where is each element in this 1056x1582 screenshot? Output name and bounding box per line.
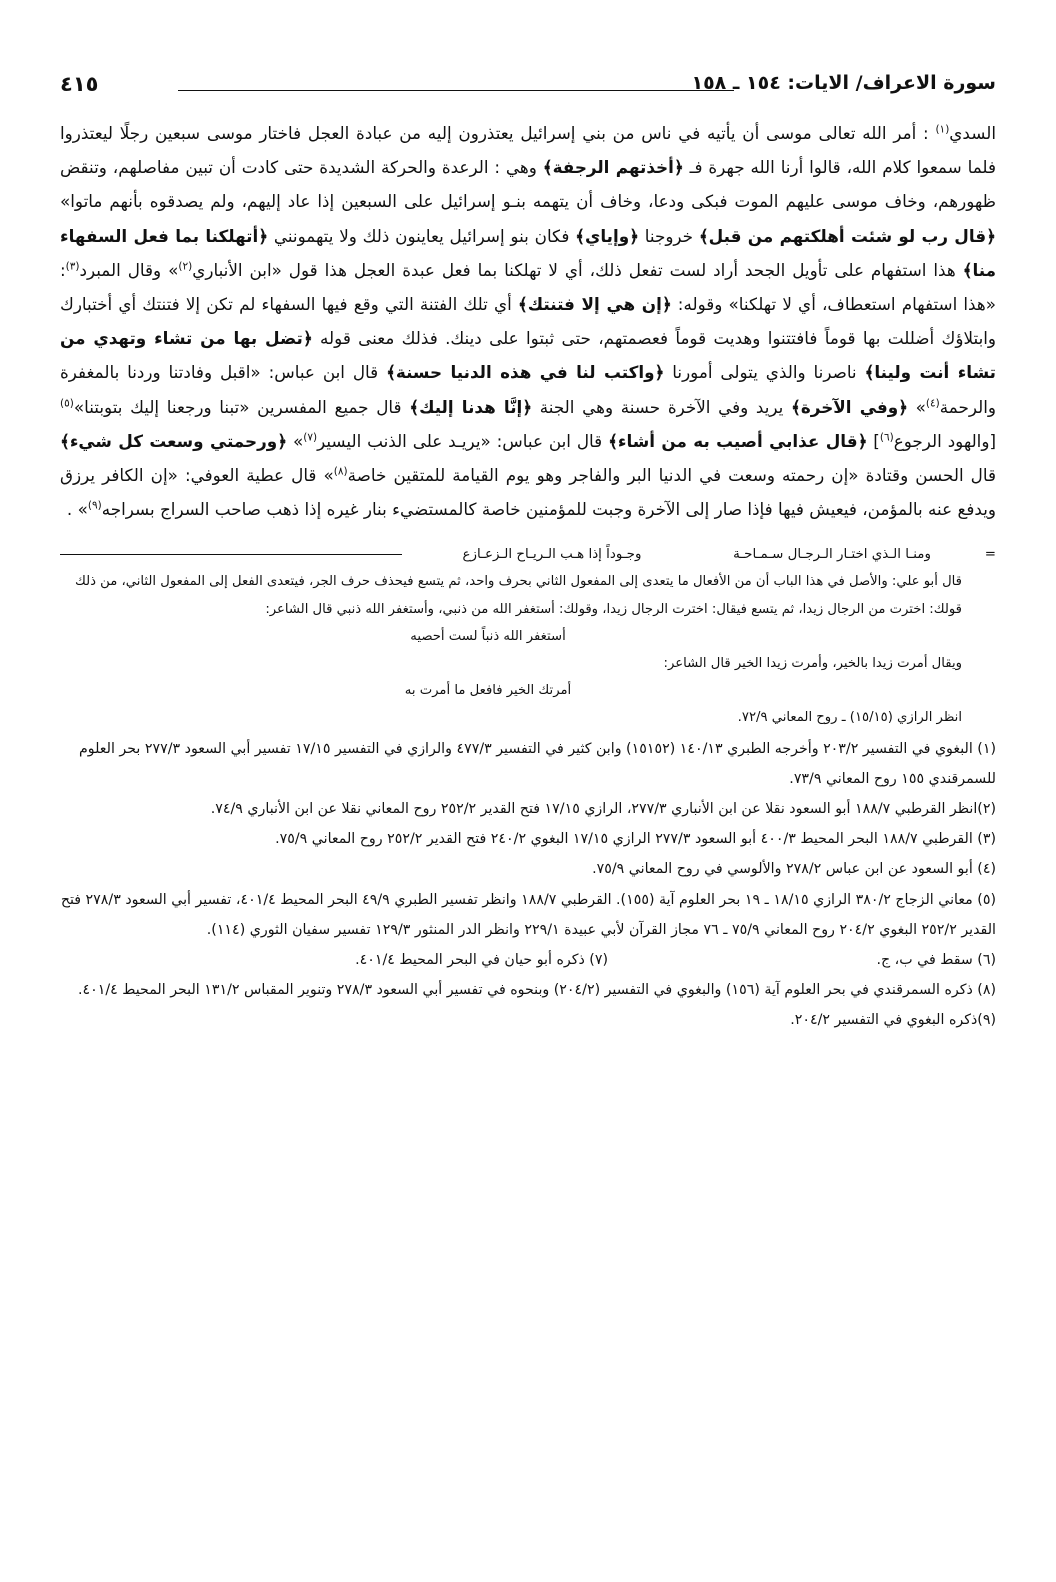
text-run: قال الحسن وقتادة «إن رحمته وسعت في الدنيا البر والفاجر وهو يوم القيامة للمتقين خاصة <box>347 465 997 486</box>
footnote-ref: (٨) <box>333 465 348 478</box>
text-run: ناصرنا والذي يتولى أمورنا <box>664 362 865 383</box>
footnote-pair <box>60 945 996 975</box>
text-run: : «هذا استفهام استعطاف، أي لا تهلكنا» وقوله: <box>60 259 996 315</box>
text-run: قال ابن عباس: «يريـد على الذنب اليسير <box>317 430 609 451</box>
footnote-7: (٧) ذكره أبو حيان في البحر المحيط ٤٠١/٤. <box>355 952 608 969</box>
quran-quote: ﴿وفي الآخرة﴾ <box>791 396 908 417</box>
text-run: » . <box>66 499 88 520</box>
footnote-ref: (٥) <box>60 397 74 410</box>
page-number: ٤١٥ <box>60 72 99 96</box>
footnote-1: (١) البغوي في التفسير ٢٠٣/٢ وأخرجه الطبري ١٤٠/١٣ (١٥١٥٢) وابن كثير في التفسير ٤٧٧/٣ والرازي في التفسير ١٧/١٥ تفسير أبي السعود ٢٧٧/٣ بحر العلوم للسمرقندي ١٥٥ روح المعاني ٧٣/٩. <box>79 740 996 787</box>
verse-hemistich-second: وجـوداً إذا هـب الـريـاح الـزعـازع <box>462 546 642 562</box>
text-run: قال جميع المفسرين «تبنا ورجعنا إليك بتوبتنا» <box>73 396 410 417</box>
footnote-5: (٥) معاني الزجاج ٣٨٠/٢ الرازي ١٨/١٥ ـ ١٩ بحر العلوم آية (١٥٥). القرطبي ١٨٨/٧ وانظر تفسير الطبري ٤٩/٩ البحر المحيط ٤٠١/٤، تفسير أبي السعود ٢٧٨/٣ فتح القدير ٢٥٢/٢ البغوي ٢٠٤/٢ روح المعاني ٧٥/٩ ـ ٧٦ مجاز القرآن لأبي عبيدة ٢٢٩/١ وانظر الدر المنثور ١٢٩/٣ تفسير سفيان الثوري (١١٤). <box>60 891 996 938</box>
footnote-8: (٨) ذكره السمرقندي في بحر العلوم آية (١٥٦) والبغوي في التفسير (٢٠٤/٢) وبنحوه في تفسير أبي السعود ٢٧٨/٣ وتنوير المقباس ١٣١/٢ البحر المحيط ٤٠١/٤. <box>78 982 996 999</box>
text-run: » <box>907 396 926 417</box>
footnote-9: (٩)ذكره البغوي في التفسير ٢٠٤/٢. <box>790 1012 996 1029</box>
quran-quote: ﴿وإياي﴾ <box>575 225 639 246</box>
footnote-ref: (٩) <box>87 499 102 512</box>
text-run: [والهود الرجوع <box>893 430 996 451</box>
text-run: فكان بنو إسرائيل يعاينون ذلك ولا يتهمونني <box>268 225 576 246</box>
poetry-line: أمرتك الخير فافعل ما أمرت به <box>404 683 572 699</box>
quran-quote: ﴿أتهلكنا بما فعل السفهاء منا﴾ <box>60 225 996 280</box>
text-run: » <box>287 430 304 451</box>
footnote-ref: (١) <box>935 123 950 136</box>
quran-quote: ﴿أخذتهم الرجفة﴾ <box>542 157 684 178</box>
note-paragraph: قال أبو علي: والأصل في هذا الباب أن من الأفعال ما يتعدى إلى المفعول الثاني بحرف واحد، ثم يتسع فيحذف حرف الجر، فيتعدى الفعل إلى المفعول الثاني، من ذلك قولك: اخترت من الرجال زيدا، ثم يتسع فيقال: اخترت الرجال زيدا، وقولك: أستغفر الله من ذنبي، وأستغفر الله ذنبي قال الشاعر: <box>74 574 962 617</box>
main-text <box>60 116 996 526</box>
text-run: ] <box>867 430 880 451</box>
continued-note <box>60 540 996 731</box>
text-run: » قال عطية العوفي: «إن الكافر يرزق ويدفع عنه بالمؤمن، فيعيش فيها فإذا صار إلى الآخرة وجبت للمؤمنين خاصة كالمستضيء بنار غيره إذا ذهب صاحب السراج بسراجه <box>60 465 996 520</box>
footnote-ref: (٢) <box>178 260 193 273</box>
text-run: خروجنا <box>638 225 699 246</box>
footnote-2: (٢)انظر القرطبي ١٨٨/٧ أبو السعود نقلا عن ابن الأنباري ٢٧٧/٣، الرازي ١٧/١٥ فتح القدير ٢٥٢/٢ روح المعاني نقلا عن ابن الأنباري ٧٤/٩. <box>210 801 996 818</box>
quran-quote: ﴿قال عذابي أصيب به من أشاء﴾ <box>608 430 868 451</box>
text-run: وهي : الرعدة والحركة الشديدة حتى كادت أن تبين مفاصلهم، وتنقض ظهورهم، وخاف موسى عليهم الموت فبكى ودعا، وخاف أن يتهمه بنـو إسرائيل على السبعين إذا عاد إليهم، ولم يصدقوه بأنهم ماتوا» <box>60 157 996 212</box>
footnotes <box>60 734 996 1036</box>
continuation-mark: = <box>984 546 996 562</box>
verse-hemistich-first: ومنـا الـذي اختـار الـرجـال سـمـاحـة <box>733 546 931 562</box>
footnote-separator-rule <box>60 554 402 555</box>
poetry-line: أستغفر الله ذنباً لست أحصيه <box>410 628 566 644</box>
footnote-ref: (٤) <box>925 397 940 410</box>
footnote-6: (٦) سقط في ب، ج. <box>876 952 996 969</box>
text-run: : أمر الله تعالى موسى أن يأتيه في ناس من بني إسرائيل يعتذرون إليه من عبادة العجل فاختار موسى سبعين رجلًا ليعتذروا فلما سمعوا كلام الله، قالوا أرنا الله جهرة فـ <box>60 123 996 178</box>
quran-quote: ﴿ورحمتي وسعت كل شيء﴾ <box>60 430 288 451</box>
note-reference: انظر الرازي (١٥/١٥) ـ روح المعاني ٧٢/٩. <box>737 710 962 726</box>
text-run: » وقال المبرد <box>79 259 179 280</box>
note-paragraph: ويقال أمرت زيدا بالخير، وأمرت زيدا الخير قال الشاعر: <box>663 656 962 672</box>
text-run: يريد وفي الآخرة حسنة وهي الجنة <box>532 396 792 417</box>
text-run: قال ابن عباس: «اقبل وفادتنا وردنا بالمغفرة والرحمة <box>60 362 996 417</box>
text-run: هذا استفهام على تأويل الجحد أراد لست تفعل ذلك، أي لا تهلكنا بما فعل عبدة العجل هذا قول «ابن الأنباري <box>192 259 963 280</box>
page-header <box>60 68 996 106</box>
surah-title: سورة الاعراف/ الايات: ١٥٤ ـ ١٥٨ <box>691 72 996 94</box>
quran-quote: ﴿واكتب لنا في هذه الدنيا حسنة﴾ <box>386 362 665 383</box>
poetry-verse <box>60 540 996 568</box>
footnote-ref: (٣) <box>65 260 80 273</box>
quran-quote: ﴿تضل بها من تشاء وتهدي من تشاء أنت ولينا﴾ <box>60 328 996 383</box>
footnote-ref: (٦) <box>879 431 894 444</box>
text-run: السدي <box>949 123 996 143</box>
quran-quote: ﴿قال رب لو شئت أهلكتهم من قبل﴾ <box>698 225 996 246</box>
footnote-3: (٣) القرطبي ١٨٨/٧ البحر المحيط ٤٠٠/٣ أبو السعود ٢٧٧/٣ الرازي ١٧/١٥ البغوي ٢٤٠/٢ فتح القدير ٢٥٢/٢ روح المعاني ٧٥/٩. <box>275 831 996 848</box>
quran-quote: ﴿إن هي إلا فتنتك﴾ <box>517 294 672 315</box>
footnote-4: (٤) أبو السعود عن ابن عباس ٢٧٨/٢ والألوسي في روح المعاني ٧٥/٩. <box>592 861 996 878</box>
book-page <box>60 68 996 1036</box>
quran-quote: ﴿إنَّا هدنا إليك﴾ <box>409 396 533 417</box>
footnote-ref: (٧) <box>303 431 318 444</box>
header-rule <box>178 90 734 91</box>
text-run: أي تلك الفتنة التي وقع فيها السفهاء لم تكن إلا فتنتك أي أختبارك وابتلاؤك أضللت بها قوماً فافتتنوا وهديت قوماً فعصمتهم، حتى ثبتوا على دينك. فذلك معنى قوله <box>60 294 997 349</box>
